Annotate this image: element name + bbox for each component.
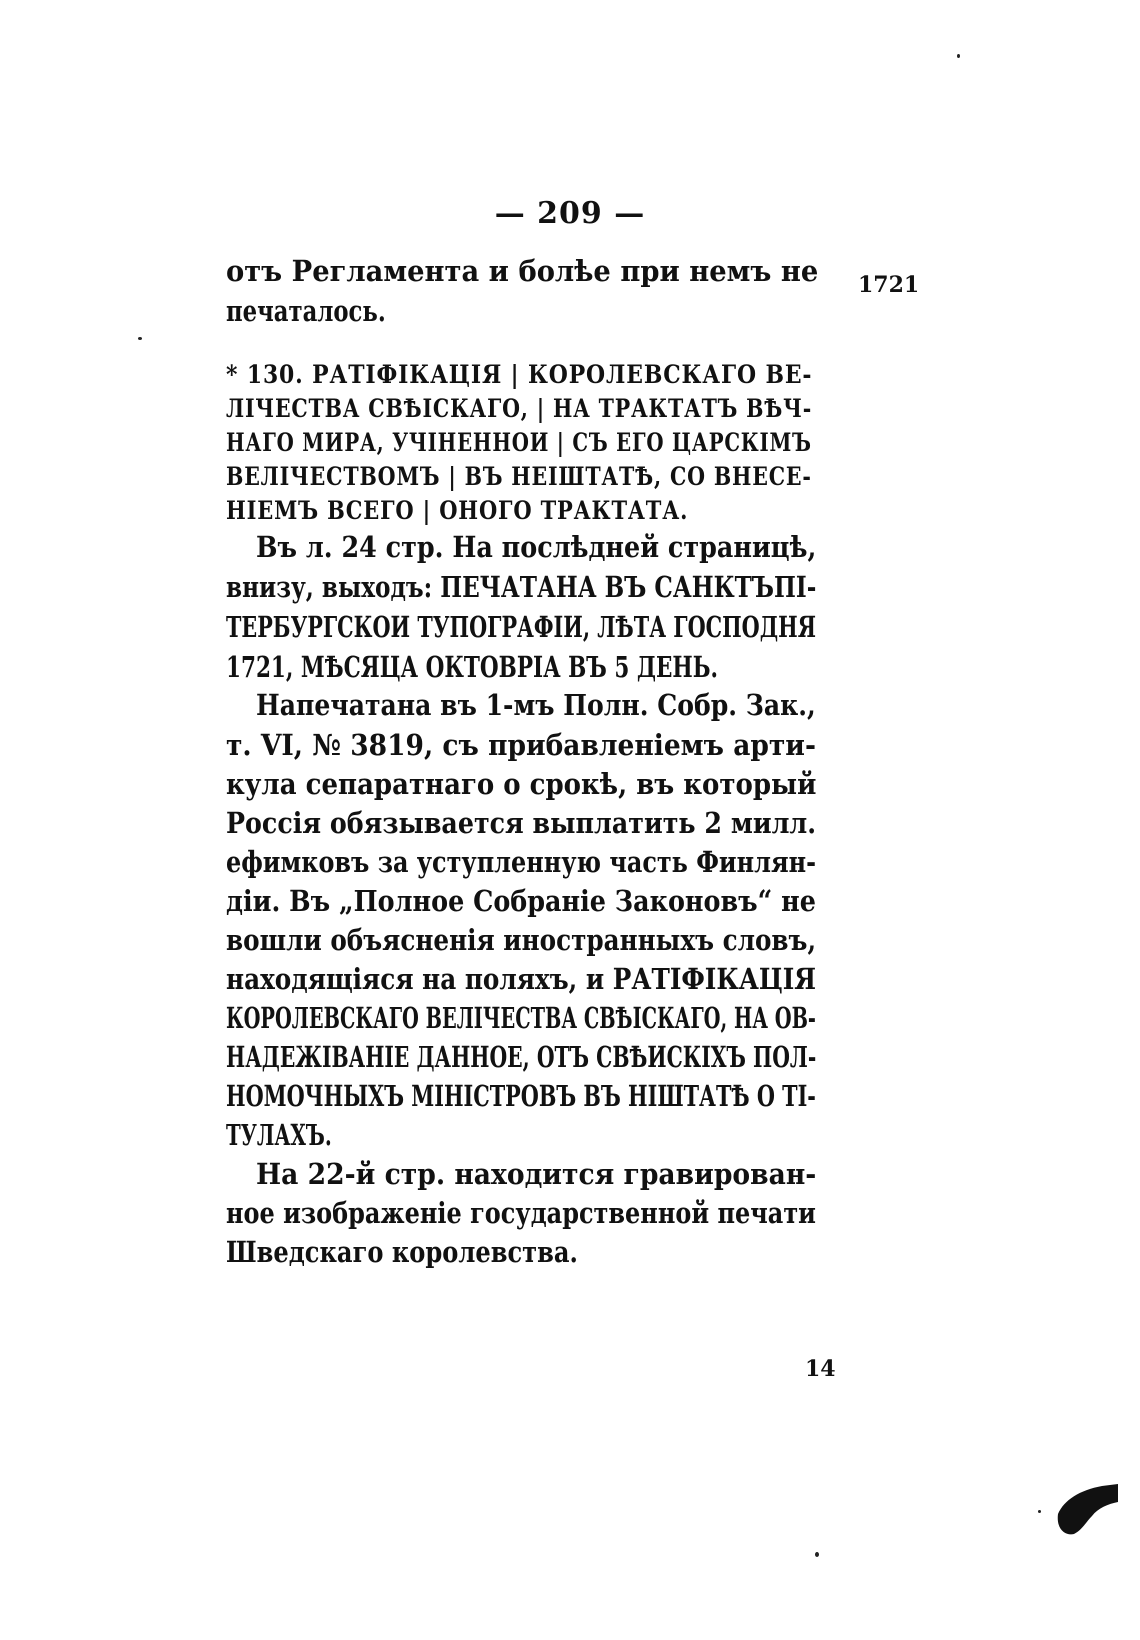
page-number: — 209 — <box>494 196 646 231</box>
entry-heading-line: НАГО МИРА, УЧІНЕННОИ | СЪ ЕГО ЦАРСКІМЪ <box>226 428 812 457</box>
text-line: внизу, выходъ: ПЕЧАТАНА ВЪ САНКТЪПІ- <box>226 570 817 604</box>
paper-speck <box>1038 1510 1041 1513</box>
text-line: Россія обязывается выплатить 2 милл. <box>226 806 817 840</box>
text-line: ТЕРБУРГСКОИ ТУПОГРАФІИ, ЛѢТА ГОСПОДНЯ <box>226 610 816 644</box>
paper-speck <box>138 337 142 340</box>
entry-heading-line: ЛІЧЕСТВА СВѢІСКАГО, | НА ТРАКТАТЪ ВѢЧ- <box>226 394 813 423</box>
text-line: НАДЕЖІВАНІЕ ДАННОЕ, ОТЪ СВѢИСКІХЪ ПОЛ- <box>226 1040 817 1074</box>
text-line: Въ л. 24 стр. На послѣдней страницѣ, <box>256 530 817 564</box>
paper-speck <box>815 1552 819 1557</box>
text-line: діи. Въ „Полное Собраніе Законовъ“ не <box>226 884 816 918</box>
signature-mark: 14 <box>805 1356 836 1382</box>
entry-heading-line: * 130. РАТІФІКАЦІЯ | КОРОЛЕВСКАГО ВЕ- <box>226 360 813 389</box>
text-line: НОМОЧНЫХЪ МІНІСТРОВЪ ВЪ НІШТАТѢ О ТІ- <box>226 1079 816 1113</box>
text-line: печаталось. <box>226 294 386 328</box>
text-line: ное изображеніе государственной печати <box>226 1196 816 1230</box>
ink-blot <box>1050 1478 1120 1538</box>
text-line: кула сепаратнаго о срокѣ, въ который <box>226 767 817 801</box>
text-line: ефимковъ за уступленную часть Финлян- <box>226 845 817 879</box>
text-line: 1721, МѢСЯЦА ОКТОВРІА ВЪ 5 ДЕНЬ. <box>226 650 718 684</box>
text-line: ТУЛАХЪ. <box>226 1118 332 1152</box>
margin-year-note: 1721 <box>858 272 920 298</box>
text-line: На 22-й стр. находится гравирован- <box>256 1157 817 1191</box>
entry-heading-line: НІЕМЪ ВСЕГО | ОНОГО ТРАКТАТА. <box>226 496 689 525</box>
entry-heading-line: ВЕЛІЧЕСТВОМЪ | ВЪ НЕІШТАТѢ, СО ВНЕСЕ- <box>226 462 812 491</box>
text-line: вошли объясненія иностранныхъ словъ, <box>226 923 817 957</box>
text-line: находящіяся на поляхъ, и РАТІФІКАЦІЯ <box>226 962 817 996</box>
text-line: Напечатана въ 1-мъ Полн. Собр. Зак., <box>256 688 816 722</box>
text-line: КОРОЛЕВСКАГО ВЕЛІЧЕСТВА СВѢІСКАГО, НА ОВ- <box>226 1001 816 1035</box>
text-line: отъ Регламента и болѣе при немъ не <box>226 254 819 288</box>
text-line: Шведскаго королевства. <box>226 1235 578 1269</box>
text-line: т. VI, № 3819, съ прибавленіемъ арти- <box>226 728 816 762</box>
paper-speck <box>957 54 960 58</box>
